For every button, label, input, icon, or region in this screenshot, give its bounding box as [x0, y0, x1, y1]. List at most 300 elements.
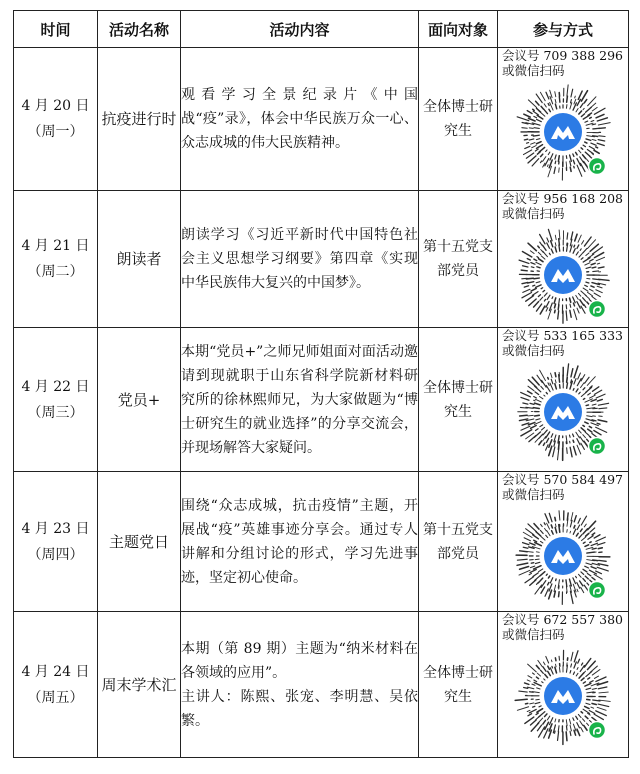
qr-bar [523, 547, 528, 548]
qr-bar [532, 292, 538, 296]
qr-bar [588, 429, 592, 432]
activity-name: 周末学术汇 [98, 612, 181, 758]
mini-program-badge-icon [589, 438, 606, 455]
qr-bar [546, 445, 549, 450]
qr-bar [555, 373, 556, 377]
header-row [14, 11, 629, 48]
qr-bar [529, 709, 536, 712]
qr-bar [589, 426, 591, 427]
qr-bar [584, 304, 586, 307]
qr-bar [598, 123, 610, 125]
qr-bar [534, 128, 539, 129]
activity-content: 围绕“众志成城，抗击疫情”主题，开展战“疫”英雄事迹分享会。通过专人讲解和分组讨论的形式，学习先进事迹，坚定初心使命。 [181, 472, 419, 612]
qr-bar [529, 139, 534, 140]
qr-bar [573, 297, 576, 303]
qr-bar [547, 165, 548, 167]
qr-bar [584, 524, 586, 527]
qr-bar [541, 288, 543, 289]
qr-bar [537, 119, 542, 121]
qr-bar [533, 111, 538, 115]
qr-bar [596, 711, 606, 716]
qr-bar [570, 531, 571, 533]
qr-bar [552, 666, 553, 668]
qr-bar [571, 369, 573, 377]
qr-bar [546, 393, 547, 394]
date: 4 月 23 日 [21, 520, 90, 537]
qr-bar [523, 403, 528, 404]
qr-bar [534, 396, 537, 397]
qr-bar [571, 89, 573, 97]
qr-bar [543, 662, 545, 665]
qr-bar [583, 435, 586, 438]
date-cell [14, 472, 98, 612]
qr-bar [520, 567, 529, 570]
qr-bar [540, 425, 543, 427]
qr-bar [566, 732, 567, 741]
qr-bar [570, 520, 572, 527]
qr-bar [570, 155, 572, 161]
qr-bar [523, 289, 530, 292]
qr-bar [597, 707, 606, 710]
qr-bar [585, 706, 589, 708]
qr-bar [587, 149, 593, 153]
qr-bar [589, 289, 593, 291]
qr-bar [578, 659, 580, 663]
qr-bar [536, 262, 541, 265]
qr-bar [552, 531, 554, 534]
scan-hint: 或微信扫码 [502, 487, 565, 502]
qr-bar [535, 399, 541, 402]
wechat-qr-code[interactable] [513, 225, 613, 325]
qr-bar [555, 524, 556, 527]
qr-bar [585, 716, 588, 718]
qr-bar [545, 528, 547, 531]
qr-bar [570, 731, 571, 735]
qr-bar [570, 161, 571, 166]
qr-bar [530, 703, 534, 704]
qr-bar [530, 569, 536, 572]
meeting-id: 会议号 533 165 333 [502, 328, 623, 343]
qr-bar [599, 692, 608, 693]
qr-bar [553, 447, 555, 457]
mini-program-badge-icon [589, 582, 606, 599]
qr-bar [592, 139, 596, 140]
qr-bar [586, 688, 591, 689]
qr-bar [596, 537, 606, 541]
qr-bar [573, 440, 574, 442]
qr-bar [570, 671, 571, 673]
qr-bar [594, 150, 599, 153]
mini-program-badge-icon [589, 301, 606, 318]
qr-bar [541, 427, 544, 430]
qr-bar [549, 513, 552, 521]
meeting-id: 会议号 956 168 208 [502, 191, 623, 206]
qr-bar [581, 375, 585, 381]
qr-bar [581, 258, 583, 260]
qr-bar [594, 714, 603, 719]
scan-hint: 或微信扫码 [502, 206, 565, 221]
qr-bar [531, 720, 537, 725]
qr-bar [585, 285, 588, 286]
qr-bar [590, 259, 594, 261]
qr-bar [537, 375, 542, 382]
qr-bar [578, 373, 581, 379]
qr-bar [585, 295, 589, 299]
qr-bar [594, 535, 600, 538]
qr-bar [588, 254, 594, 258]
app-logo-icon [544, 113, 582, 151]
qr-bar [585, 121, 588, 122]
header-activity-name: 活动名称 [98, 11, 181, 48]
qr-bar [524, 139, 527, 140]
qr-bar [533, 135, 539, 136]
qr-bar [555, 304, 556, 308]
qr-bar [527, 680, 530, 681]
qr-bar [577, 308, 579, 313]
qr-bar [533, 285, 535, 286]
qr-bar [533, 408, 539, 409]
qr-bar [576, 295, 579, 299]
qr-bar [555, 664, 556, 667]
audience: 第十五党支部党员 [419, 191, 498, 328]
qr-bar [570, 304, 571, 307]
qr-bar [524, 114, 530, 117]
qr-bar [537, 115, 543, 119]
qr-bar [534, 540, 537, 542]
qr-bar [567, 364, 568, 376]
qr-bar [541, 386, 544, 389]
qr-bar [538, 246, 540, 248]
qr-bar [536, 285, 542, 288]
activity-name: 朗读者 [98, 191, 181, 328]
qr-bar [533, 573, 538, 577]
qr-bar [597, 143, 604, 145]
qr-bar [590, 395, 596, 398]
qr-bar [574, 366, 578, 378]
qr-bar [594, 574, 602, 579]
qr-bar [550, 154, 553, 160]
qr-bar [574, 526, 575, 529]
qr-bar [596, 427, 607, 432]
qr-bar [537, 267, 540, 268]
header-time: 时间 [14, 11, 98, 48]
qr-bar [576, 108, 578, 111]
header-activity-content: 活动内容 [181, 11, 419, 48]
qr-bar [594, 676, 598, 678]
qr-bar [548, 671, 551, 675]
qr-bar [555, 104, 556, 109]
qr-bar [538, 660, 542, 666]
qr-bar [581, 727, 583, 731]
qr-bar [573, 672, 574, 674]
qr-bar [540, 92, 545, 100]
qr-bar [577, 165, 582, 176]
qr-bar [544, 729, 548, 738]
qr-bar [586, 139, 591, 140]
qr-bar [541, 106, 543, 109]
qr-bar [593, 560, 598, 561]
qr-bar [580, 666, 584, 672]
qr-bar [541, 581, 546, 588]
qr-bar [587, 416, 592, 417]
qr-bar [590, 666, 597, 672]
qr-bar [566, 105, 567, 109]
qr-bar [539, 441, 542, 445]
qr-bar [591, 143, 596, 145]
qr-bar [592, 107, 597, 111]
qr-bar [537, 725, 541, 731]
qr-bar [583, 258, 590, 262]
qr-bar [547, 295, 550, 299]
qr-bar [577, 583, 580, 589]
qr-bar [536, 665, 539, 668]
qr-bar [571, 513, 573, 521]
date: 4 月 20 日 [21, 98, 90, 114]
qr-bar [577, 159, 581, 166]
qr-bar [583, 682, 585, 683]
qr-bar [574, 651, 578, 662]
qr-bar [523, 543, 529, 545]
qr-bar [520, 415, 528, 416]
qr-bar [577, 525, 579, 530]
qr-bar [581, 443, 585, 449]
qr-bar [551, 434, 553, 437]
qr-bar [583, 719, 585, 722]
qr-bar [591, 567, 596, 569]
qr-bar [534, 680, 537, 682]
app-logo-icon [544, 393, 582, 431]
qr-bar [528, 664, 537, 672]
qr-bar [592, 670, 600, 676]
audience: 第十五党支部党员 [419, 472, 498, 612]
qr-bar [585, 432, 589, 435]
weekday: （周二） [27, 264, 84, 280]
qr-bar [571, 100, 572, 103]
qr-bar [543, 157, 546, 162]
qr-bar [586, 253, 589, 256]
qr-bar [581, 537, 585, 541]
qr-bar [539, 569, 543, 572]
qr-bar [587, 573, 590, 575]
app-logo-icon [544, 677, 582, 715]
date-cell [14, 48, 98, 191]
qr-bar [586, 405, 588, 406]
qr-bar [570, 435, 571, 437]
qr-bar [598, 267, 604, 268]
qr-bar [524, 538, 530, 541]
qr-bar [592, 688, 596, 689]
qr-bar [543, 245, 546, 250]
qr-bar [581, 587, 584, 592]
qr-bar [547, 523, 550, 529]
weekday: （周五） [27, 689, 84, 706]
qr-bar [540, 541, 542, 543]
qr-bar [597, 423, 600, 424]
wechat-qr-code[interactable] [513, 646, 613, 746]
qr-bar [567, 96, 568, 102]
qr-bar [590, 103, 596, 108]
qr-bar [580, 529, 582, 532]
qr-bar [593, 271, 599, 272]
qr-bar [590, 681, 593, 683]
qr-bar [528, 243, 536, 251]
wechat-qr-code[interactable] [513, 506, 613, 606]
qr-bar [586, 282, 589, 283]
qr-bar [541, 154, 543, 156]
qr-bar [526, 153, 533, 158]
qr-bar [591, 543, 597, 545]
qr-bar [520, 551, 528, 552]
qr-bar [522, 282, 528, 283]
qr-bar [567, 448, 568, 454]
header-audience: 面向对象 [419, 11, 498, 48]
qr-bar [592, 387, 598, 392]
qr-bar [544, 679, 545, 680]
qr-bar [592, 267, 596, 268]
qr-bar [521, 426, 530, 430]
qr-bar [548, 383, 549, 385]
qr-bar [555, 161, 556, 163]
qr-bar [577, 668, 578, 670]
qr-bar [579, 535, 582, 539]
qr-bar [541, 670, 544, 673]
qr-bar [570, 725, 571, 731]
qr-bar [548, 378, 549, 380]
qr-bar [591, 707, 594, 708]
qr-bar [576, 152, 577, 154]
qr-bar [597, 118, 607, 121]
qr-bar [533, 673, 535, 674]
qr-bar [527, 710, 530, 711]
qr-bar [599, 128, 605, 129]
qr-bar [519, 260, 529, 263]
qr-bar [532, 145, 537, 147]
speakers: 主讲人：陈熙、张宠、李明慧、吴依繁。 [181, 688, 418, 729]
qr-bar [570, 167, 571, 171]
qr-bar [523, 266, 528, 267]
qr-bar [580, 104, 583, 108]
qr-bar [524, 683, 528, 685]
qr-bar [539, 434, 543, 438]
qr-bar [531, 288, 536, 291]
qr-bar [583, 298, 586, 301]
qr-bar [571, 664, 572, 667]
qr-bar [590, 542, 591, 543]
qr-bar [570, 103, 572, 109]
qr-bar [521, 430, 532, 436]
qr-bar [593, 136, 598, 137]
qr-bar [545, 589, 548, 596]
qr-bar [596, 677, 606, 681]
qr-bar [598, 687, 607, 689]
qr-bar [584, 725, 587, 730]
qr-bar [585, 576, 588, 579]
qr-bar [517, 117, 529, 121]
qr-bar [537, 709, 543, 713]
qr-bar [548, 582, 549, 584]
qr-bar [573, 389, 574, 391]
qr-bar [596, 114, 604, 117]
date: 4 月 21 日 [21, 238, 90, 254]
qr-bar [573, 718, 574, 721]
qr-bar [592, 404, 596, 405]
qr-bar [541, 256, 545, 259]
qr-bar [566, 726, 567, 730]
qr-bar [551, 525, 552, 528]
qr-bar [594, 293, 600, 297]
qr-bar [545, 714, 547, 717]
qr-bar [517, 559, 527, 560]
activity-content: 朗读学习《习近平新时代中国特色社会主义思想学习纲要》第四章《实现中华民族伟大复兴的中国梦》。 [181, 191, 419, 328]
qr-bar [555, 517, 556, 520]
qr-bar [586, 267, 591, 268]
audience: 全体博士研究生 [419, 48, 498, 191]
qr-bar [583, 425, 584, 426]
qr-bar [586, 533, 589, 536]
header-participation: 参与方式 [498, 11, 629, 48]
qr-bar [539, 397, 542, 399]
table-row [14, 48, 629, 191]
qr-bar [580, 721, 583, 726]
meeting-id: 会议号 570 584 497 [502, 472, 623, 487]
qr-bar [585, 683, 591, 686]
qr-bar [536, 101, 539, 105]
qr-bar [584, 659, 590, 668]
qr-bar [585, 566, 589, 568]
qr-bar [573, 303, 574, 306]
qr-bar [581, 428, 585, 432]
qr-bar [532, 159, 539, 166]
qr-bar [577, 302, 580, 309]
activity-content: 本期“党员+”之师兄师姐面对面活动邀请到现就职于山东省科学院新材料研究所的徐林熙师兄，为大家做题为“博士研究生的就业选择”的分享交流会，并现场解答大家疑问。 [181, 328, 419, 472]
qr-bar [578, 518, 580, 523]
qr-bar [581, 516, 586, 525]
qr-bar [574, 309, 577, 319]
qr-bar [520, 407, 527, 408]
wechat-qr-code[interactable] [513, 362, 613, 462]
qr-bar [566, 311, 567, 321]
qr-bar [559, 97, 560, 102]
qr-bar [555, 243, 556, 246]
qr-bar [598, 140, 605, 141]
qr-bar [590, 528, 595, 532]
qr-bar [583, 155, 586, 159]
qr-bar [597, 263, 599, 264]
qr-bar [583, 542, 585, 543]
meeting-id: 会议号 672 557 380 [502, 612, 623, 627]
participation-cell [498, 191, 629, 328]
qr-bar [567, 85, 568, 96]
qr-bar [527, 143, 529, 144]
qr-bar [551, 249, 553, 253]
qr-bar [594, 431, 601, 435]
qr-bar [555, 658, 556, 661]
qr-bar [543, 443, 544, 445]
audience: 全体博士研究生 [419, 612, 498, 758]
qr-bar [589, 146, 594, 149]
qr-bar [534, 116, 537, 117]
qr-bar [546, 432, 550, 438]
qr-bar [596, 147, 598, 148]
qr-bar [599, 560, 606, 561]
qr-bar [583, 288, 588, 291]
qr-bar [544, 293, 547, 296]
qr-bar [558, 726, 559, 732]
qr-bar [540, 242, 542, 245]
wechat-qr-code[interactable] [513, 82, 613, 182]
qr-bar [535, 415, 540, 416]
qr-bar [522, 293, 532, 298]
